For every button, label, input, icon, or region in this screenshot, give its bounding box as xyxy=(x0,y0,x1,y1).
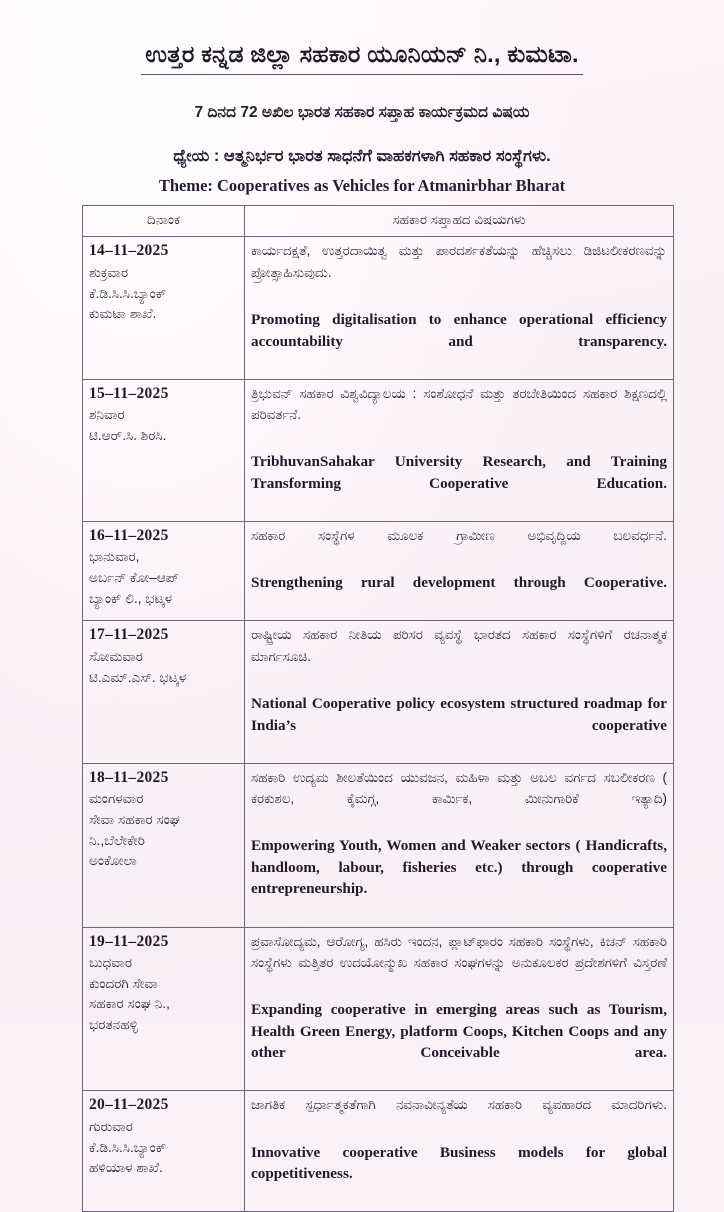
row-date: 18–11–2025 xyxy=(89,768,169,786)
topic-cell xyxy=(245,379,674,521)
row-day: ಮಂಗಳವಾರ xyxy=(89,791,144,807)
row-venue-line-2: ಹಳಿಯಾಳ ಶಾಖೆ. xyxy=(89,1160,163,1176)
topic-cell xyxy=(245,927,674,1091)
row-venue-line-1: ಅರ್ಬನ್ ಕೋ–ಆಪ್ xyxy=(89,570,179,586)
row-venue-line-3: ಭರತನಹಳ್ಳಿ xyxy=(89,1016,138,1032)
date-cell xyxy=(83,763,245,927)
topic-cell xyxy=(245,763,674,927)
row-venue-line-3: ಅಂಕೋಲಾ xyxy=(89,853,137,869)
row-venue-line-1: ಕುಂದರಗಿ ಸೇವಾ xyxy=(89,975,158,991)
column-header-date: ದಿನಾಂಕ xyxy=(83,205,245,237)
table-header-row xyxy=(83,205,674,237)
row-day: ಶುಕ್ರವಾರ xyxy=(89,264,129,280)
topic-english: TribhuvanSahakar University Research, and Training Transforming Cooperative Education. xyxy=(251,453,667,492)
theme-subtitle-kannada: ಧ್ಯೇಯ : ಆತ್ಮನಿರ್ಭರ ಭಾರತ ಸಾಧನೆಗೆ ವಾಹಕಗಳಾಗಿ ಸಹಕಾರ ಸಂಸ್ಥೆಗಳು. xyxy=(173,146,551,165)
topic-english: Strengthening rural development through Cooperative. xyxy=(251,574,667,592)
row-venue-line-2: ಸಹಕಾರ ಸಂಘ ನಿ., xyxy=(89,996,170,1012)
date-cell xyxy=(83,621,245,763)
table-row xyxy=(83,379,674,521)
topic-cell xyxy=(245,1091,674,1212)
theme-line-english: Theme: Cooperatives as Vehicles for Atmanirbhar Bharat xyxy=(158,175,566,195)
topic-kannada: ರಾಷ್ಟ್ರೀಯ ಸಹಕಾರ ನೀತಿಯ ಪರಿಸರ ವ್ಯವಸ್ಥೆ ಭಾರತದ ಸಹಕಾರ ಸಂಸ್ಥೆಗಳಿಗೆ ರಚನಾತ್ಮಕ ಮಾರ್ಗಸೂಚಿ. xyxy=(251,627,667,664)
table-row xyxy=(83,763,674,927)
row-venue-line-2: ಕುಮಟಾ ಶಾಖೆ. xyxy=(89,306,157,322)
topic-english: Expanding cooperative in emerging areas such as Tourism, Health Green Energy, platform Coops, Kitchen Coops and any other Conceivable area. xyxy=(251,1001,667,1062)
topic-cell xyxy=(245,621,674,763)
topic-english: Promoting digitalisation to enhance operational efficiency accountability and transparency. xyxy=(251,310,667,350)
row-venue-line-2: ಬ್ಯಾಂಕ್ ಲಿ., ಭಟ್ಕಳ xyxy=(89,590,173,606)
table-row xyxy=(83,927,674,1091)
topic-cell xyxy=(245,521,674,621)
row-day: ಗುರುವಾರ xyxy=(89,1118,133,1134)
topic-kannada: ಸಹಕಾರಿ ಉದ್ಯಮ ಶೀಲತೆಯಿಂದ ಯುವಜನ, ಮಹಿಳಾ ಮತ್ತು ಅಬಲ ವರ್ಗದ ಸಬಲೀಕರಣ ( ಕರಕುಶಲ, ಕೈಮಗ್ಗ, ಕಾರ್ಮಿಕ, ಮೀನುಗಾರಿಕೆ ಇತ್ಯಾದಿ) xyxy=(251,769,667,806)
row-venue-line-1: ಕೆ.ಡಿ.ಸಿ.ಸಿ.ಬ್ಯಾಂಕ್ xyxy=(89,285,167,301)
date-cell xyxy=(83,379,245,521)
row-date: 20–11–2025 xyxy=(89,1096,169,1114)
programme-subtitle-kannada: 7 ದಿನದ 72 ಅಖಿಲ ಭಾರತ ಸಹಕಾರ ಸಪ್ತಾಹ ಕಾರ್ಯಕ್ರಮದ ವಿಷಯ xyxy=(194,104,530,122)
row-date: 14–11–2025 xyxy=(89,242,169,260)
schedule-table-wrapper xyxy=(0,205,724,1212)
topic-english: National Cooperative policy ecosystem structured roadmap for India’s cooperative xyxy=(251,694,667,734)
column-header-topics: ಸಹಕಾರ ಸಪ್ತಾಹದ ವಿಷಯಗಳು xyxy=(245,205,674,237)
date-cell xyxy=(83,927,245,1091)
row-day: ಶನಿವಾರ xyxy=(89,407,125,423)
date-cell xyxy=(83,237,245,379)
row-day: ಭಾನುವಾರ, xyxy=(89,549,140,565)
row-date: 17–11–2025 xyxy=(89,626,169,644)
row-date: 19–11–2025 xyxy=(89,932,169,950)
table-row xyxy=(83,1091,674,1212)
topic-cell xyxy=(245,237,674,379)
date-cell xyxy=(83,1091,245,1212)
table-row xyxy=(83,237,674,379)
schedule-table xyxy=(82,205,674,1212)
row-date: 16–11–2025 xyxy=(89,526,169,544)
table-body xyxy=(83,237,674,1212)
row-day: ಸೋಮವಾರ xyxy=(89,648,143,664)
row-date: 15–11–2025 xyxy=(89,384,169,402)
topic-kannada: ಪ್ರವಾಸೋದ್ಯಮ, ಆರೋಗ್ಯ, ಹಸಿರು ಇಂದನ, ಪ್ಲಾಟ್‌ಫಾರಂ ಸಹಕಾರಿ ಸಂಸ್ಥೆಗಳು, ಕಿಚನ್ ಸಹಕಾರಿ ಸಂಸ್ಥೆಗಳು ಮತ್ತಿತರ ಉದಯೋನ್ಮುಖ ಸಹಕಾರ ಸಂಘಗಳನ್ನು ಅನುಕೂಲಕರ ಪ್ರದೇಶಗಳಿಗೆ ವಿಸ್ತರಣೆ xyxy=(251,933,667,970)
topic-kannada: ಸಹಕಾರ ಸಂಸ್ಥೆಗಳ ಮೂಲಕ ಗ್ರಾಮೀಣ ಅಭಿವೃದ್ದಿಯ ಬಲವರ್ಧನೆ. xyxy=(251,527,667,543)
organisation-title: ಉತ್ತರ ಕನ್ನಡ ಜಿಲ್ಲಾ ಸಹಕಾರ ಯೂನಿಯನ್ ನಿ., ಕುಮಟಾ. xyxy=(141,40,582,75)
table-row xyxy=(83,621,674,763)
row-venue-line-2: ನಿ.,ಬೆಲೇಕೇರಿ xyxy=(89,832,145,848)
table-row xyxy=(83,521,674,621)
row-venue-line-1: ಸೇವಾ ಸಹಕಾರ ಸಂಘ xyxy=(89,811,180,827)
topic-english: Empowering Youth, Women and Weaker sectors ( Handicrafts, handloom, labour, fisheries etc.) through cooperative entrepreneurship. xyxy=(251,837,667,898)
document-header xyxy=(0,0,724,196)
row-venue-line-1: ಟಿ.ಎಮ್.ಎಸ್. ಭಟ್ಕಳ xyxy=(89,669,187,685)
row-venue-line-1: ಕೆ.ಡಿ.ಸಿ.ಸಿ.ಬ್ಯಾಂಕ್ xyxy=(89,1139,167,1155)
topic-kannada: ತ್ರಿಭುವನ್ ಸಹಕಾರ ವಿಶ್ವವಿದ್ಯಾಲಯ : ಸಂಶೋಧನೆ ಮತ್ತು ತರಬೇತಿಯಿಂದ ಸಹಕಾರ ಶಿಕ್ಷಣದಲ್ಲಿ ಪರಿವರ್ತನೆ. xyxy=(251,385,667,422)
topic-kannada: ಕಾರ್ಯದಕ್ಷತೆ, ಉತ್ತರದಾಯಿತ್ವ ಮತ್ತು ಪಾರದರ್ಶಕತೆಯನ್ನು ಹೆಚ್ಚಿಸಲು ಡಿಜಿಟಲೀಕರಣವನ್ನು ಪ್ರೋತ್ಸಾಹಿಸುವುದು. xyxy=(251,243,667,280)
date-cell xyxy=(83,521,245,621)
topic-kannada: ಜಾಗತಿಕ ಸ್ಪರ್ಧಾತ್ಮಕತೆಗಾಗಿ ನವನಾವೀನ್ಯತೆಯ ಸಹಕಾರಿ ವ್ಯವಹಾರದ ಮಾದರಿಗಳು. xyxy=(251,1097,667,1113)
row-day: ಬುಧವಾರ xyxy=(89,955,133,971)
row-venue-line-1: ಟಿ.ಆರ್.ಸಿ. ಶಿರಸಿ. xyxy=(89,427,167,443)
topic-english: Innovative cooperative Business models for global coppetitiveness. xyxy=(251,1143,667,1183)
